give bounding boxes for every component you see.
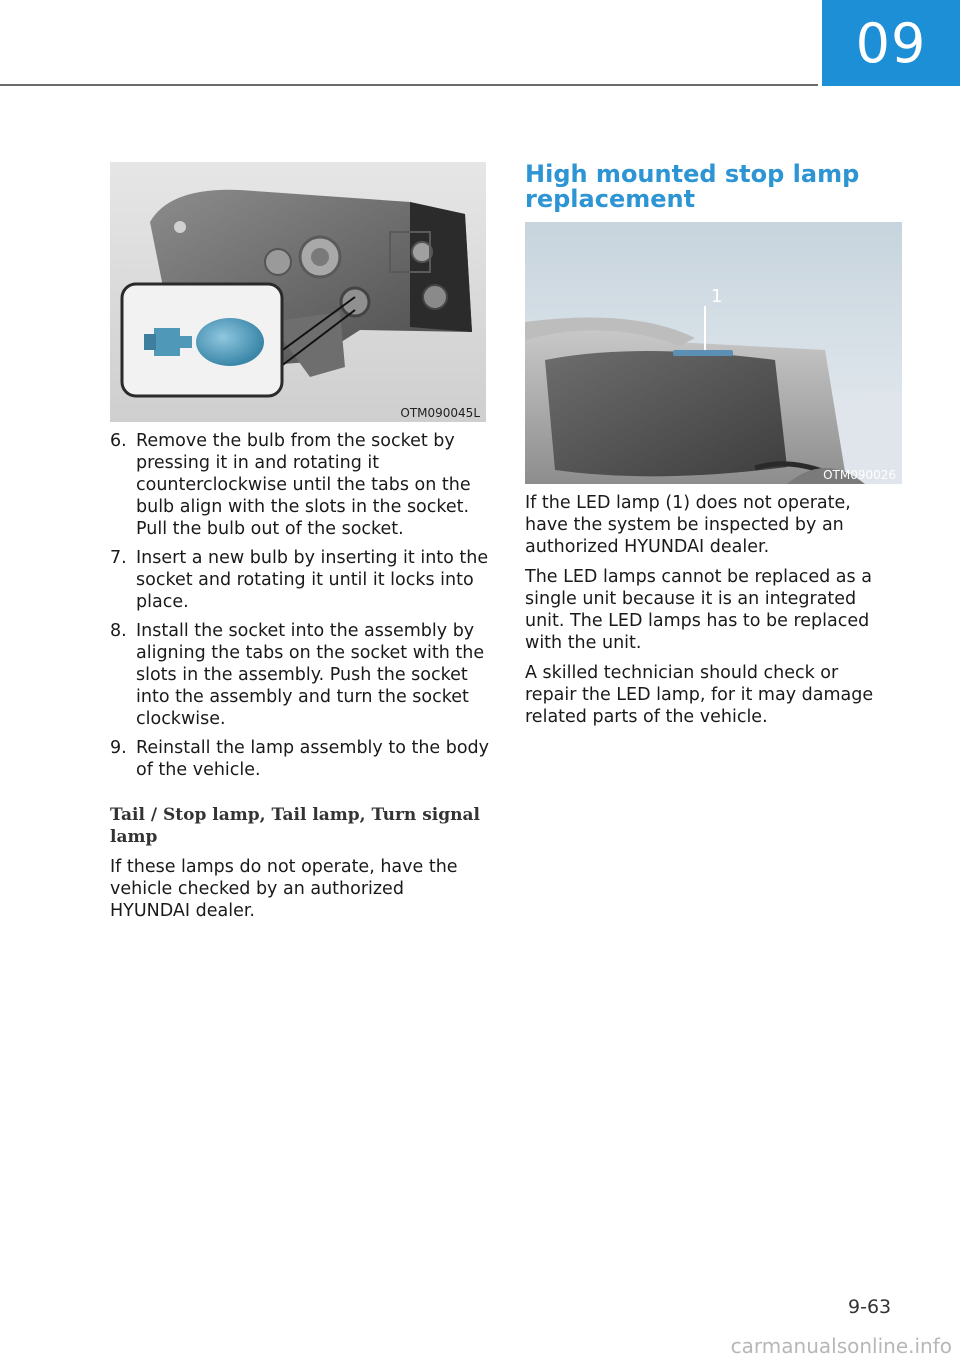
instruction-steps — [110, 430, 490, 788]
chapter-tab — [822, 0, 960, 86]
step-text: Insert a new bulb by inserting it into the socket and rotating it until it locks into place. — [136, 548, 489, 612]
figure-high-mounted-stop-lamp — [525, 222, 902, 484]
step-text: Reinstall the lamp assembly to the body of the vehicle. — [136, 738, 490, 780]
step-text: Install the socket into the assembly by aligning the tabs on the socket with the slots in the assembly. Push the socket into the assembly and turn the socket clockwise. — [136, 621, 485, 729]
lamp-assembly-illustration — [110, 162, 486, 422]
step-number: 8. — [110, 621, 127, 641]
section-paragraph: A skilled technician should check or repair the LED lamp, for it may damage related parts of the vehicle. — [525, 663, 874, 727]
figure-caption: OTM090026 — [823, 468, 896, 482]
figure-lamp-assembly — [110, 162, 486, 422]
section-body — [525, 492, 895, 736]
header-rule — [0, 84, 818, 86]
step-item — [110, 620, 490, 730]
step-item — [110, 430, 490, 540]
subsection-body-block — [110, 856, 485, 930]
step-item — [110, 737, 490, 781]
step-number: 6. — [110, 431, 127, 451]
step-number: 9. — [110, 738, 127, 758]
step-item — [110, 547, 490, 613]
step-number: 7. — [110, 548, 127, 568]
site-watermark[interactable]: carmanualsonline.info — [730, 1334, 952, 1358]
callout-label: 1 — [711, 286, 723, 307]
vehicle-rear-illustration — [525, 222, 902, 484]
subsection-heading: Tail / Stop lamp, Tail lamp, Turn signal lamp — [110, 805, 480, 847]
section-paragraph: The LED lamps cannot be replaced as a single unit because it is an integrated unit. The LED lamps has to be replaced with the unit. — [525, 567, 872, 653]
figure-caption: OTM090045L — [400, 406, 480, 420]
page-number: 9-63 — [848, 1296, 892, 1318]
subsection-body: If these lamps do not operate, have the vehicle checked by an authorized HYUNDAI dealer. — [110, 857, 458, 921]
step-text: Remove the bulb from the socket by pressing it in and rotating it counterclockwise until the tabs on the bulb align with the slots in the socket. Pull the bulb out of the socket. — [136, 431, 471, 539]
chapter-number: 09 — [855, 11, 927, 75]
section-title: High mounted stop lamp replacement — [525, 160, 860, 213]
section-paragraph: If the LED lamp (1) does not operate, have the system be inspected by an authorized HYUNDAI dealer. — [525, 493, 851, 557]
